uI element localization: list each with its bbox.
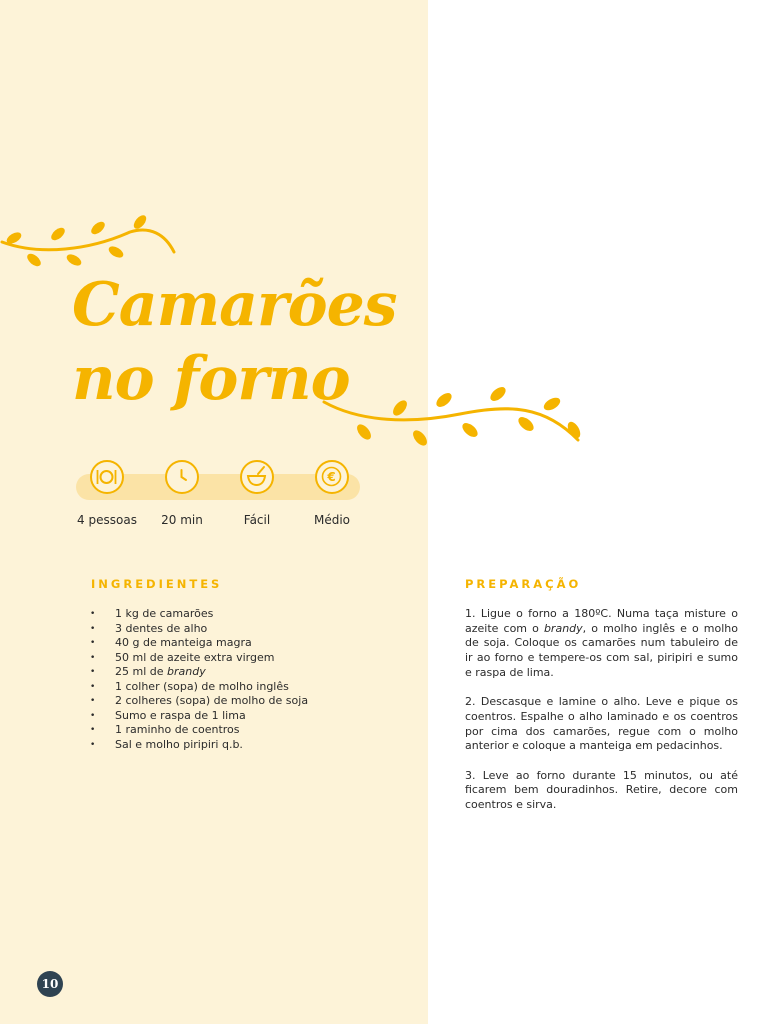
plate-cutlery-icon <box>90 460 124 494</box>
euro-coin-icon <box>315 460 349 494</box>
step-3: 3. Leve ao forno durante 15 minutos, ou até ficarem bem douradinhos. Retire, decore com coentros e sirva. <box>465 768 738 812</box>
mortar-pestle-icon <box>240 460 274 494</box>
step-1-text-b: , o molho inglês e o molho de soja. Coloque os camarões num tabuleiro de ir ao forno e tempere-os com sal, piripiri e sumo e raspa de lima. <box>465 621 738 679</box>
meta-time-label: 20 min <box>161 513 203 527</box>
list-item: • 3 dentes de alho <box>90 622 308 637</box>
leaf-vine-top-icon <box>0 212 180 276</box>
list-item-italic: brandy <box>167 665 206 678</box>
meta-servings-label: 4 pessoas <box>77 513 137 527</box>
step-2: 2. Descasque e lamine o alho. Leve e pique os coentros. Espalhe o alho laminado e os coentros por cima dos camarões, regue com o molho anterior e coloque a manteiga em pedacinhos. <box>465 695 738 753</box>
list-item-text: 25 ml de <box>115 665 168 678</box>
list-item: • 50 ml de azeite extra virgem <box>90 651 308 666</box>
meta-cost-label: Médio <box>313 513 351 527</box>
meta-cost <box>287 460 377 527</box>
list-item: • 40 g de manteiga magra <box>90 636 308 651</box>
step-1-text-a: 1. Ligue o forno a 180ºC. Numa taça misture o azeite com o <box>465 607 738 635</box>
list-item: • 2 colheres (sopa) de molho de soja <box>90 694 308 709</box>
step-1-italic: brandy <box>543 621 583 635</box>
list-item: • 1 kg de camarões <box>90 607 308 622</box>
title-line-1: Camarões <box>72 270 397 340</box>
meta-difficulty-label: Fácil <box>243 513 271 527</box>
svg-text:€: € <box>327 470 336 484</box>
list-item: • 1 colher (sopa) de molho inglês <box>90 680 308 695</box>
list-item: • Sumo e raspa de 1 lima <box>90 709 308 724</box>
preparation-steps <box>465 607 738 828</box>
page-number: 10 <box>37 971 63 997</box>
list-item: • 1 raminho de coentros <box>90 723 308 738</box>
list-item <box>90 665 308 680</box>
leaf-vine-right-icon <box>320 380 585 455</box>
title-line-2: no forno <box>72 344 350 414</box>
ingredients-heading: INGREDIENTES <box>91 577 223 591</box>
ingredients-list <box>90 607 308 752</box>
list-item: • Sal e molho piripiri q.b. <box>90 738 308 753</box>
step-1 <box>465 607 738 681</box>
preparation-heading: PREPARAÇÃO <box>465 577 582 591</box>
stopwatch-icon <box>165 460 199 494</box>
